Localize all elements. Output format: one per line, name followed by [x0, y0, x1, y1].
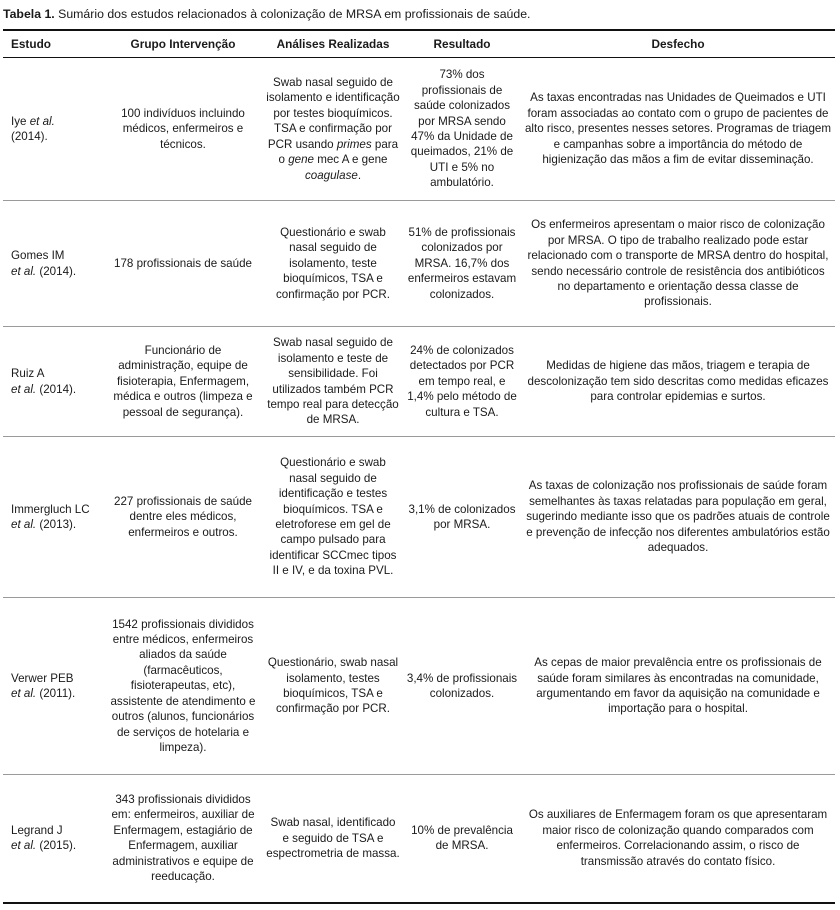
cell-analises: Questionário, swab nasal isolamento, testes bioquímicos, TSA e confirmação por PCR. [263, 598, 403, 775]
author-etal: et al. [11, 518, 37, 531]
table-row [3, 437, 835, 598]
cell-estudo [3, 201, 103, 327]
author-name: Legrand J [11, 823, 63, 837]
author-etal-line [11, 686, 100, 701]
table-header-row [3, 30, 835, 58]
analises-italic-primes: primes [336, 137, 372, 151]
table-row [3, 775, 835, 903]
cell-desfecho: As taxas de colonização nos profissionais de saúde foram semelhantes às taxas relatadas para população em geral, sugerindo mediante isso que os padrões atuais de controle e prevenção de infecção nos diferentes ambulatórios estão adequados. [521, 437, 835, 598]
table-caption-text: Sumário dos estudos relacionados à colonização de MRSA em profissionais de saúde. [54, 7, 531, 21]
author-name: Gomes IM [11, 249, 65, 263]
author-etal-line [11, 517, 100, 532]
study-year: (2014). [11, 130, 48, 143]
cell-estudo [3, 598, 103, 775]
cell-grupo: Funcionário de administração, equipe de fisioterapia, Enfermagem, médica e outros (limpeza e pessoal de segurança). [103, 327, 263, 437]
cell-estudo [3, 327, 103, 437]
cell-resultado: 73% dos profissionais de saúde colonizados por MRSA sendo 47% da Unidade de queimados, 21% de UTI e 5% no ambulatório. [403, 58, 521, 201]
author-etal-line [11, 382, 100, 397]
table-row [3, 201, 835, 327]
cell-desfecho: Os enfermeiros apresentam o maior risco de colonização por MRSA. O tipo de trabalho realizado pode estar relacionado com o transporte de MRSA dentro do hospital, sendo necessário controle de resistência dos antibióticos no departamento e orientação dessa classe de profissionais. [521, 201, 835, 327]
author-name: Ruiz A [11, 367, 45, 381]
cell-desfecho: As taxas encontradas nas Unidades de Queimados e UTI foram associadas ao contato com o grupo de pacientes de alto risco, presentes nesses setores. Programas de triagem e campanhas sobre a importância do método de higienização das mãos a fim de evitar disseminação. [521, 58, 835, 201]
cell-resultado: 24% de colonizados detectados por PCR em tempo real, e 1,4% pelo método de cultura e TSA. [403, 327, 521, 437]
header-resultado: Resultado [403, 30, 521, 58]
header-analises: Análises Realizadas [263, 30, 403, 58]
cell-analises: Questionário e swab nasal seguido de identificação e testes bioquímicos. TSA e eletroforese em gel de campo pulsado para identificar SCCmec tipos II e IV, e da toxina PVL. [263, 437, 403, 598]
cell-analises: Swab nasal seguido de isolamento e teste de sensibilidade. Foi utilizados também PCR tempo real para detecção de MRSA. [263, 327, 403, 437]
cell-analises [263, 58, 403, 201]
cell-desfecho: Os auxiliares de Enfermagem foram os que apresentaram maior risco de colonização quando comparados com enfermeiros. Correlacionando assim, o risco de transmissão através do contato físico. [521, 775, 835, 903]
study-year: (2014). [39, 264, 77, 278]
analises-text: mec A e gene [313, 153, 388, 167]
author-etal-line [11, 838, 100, 853]
author-etal-line [11, 264, 100, 279]
author-etal: et al. [11, 264, 37, 278]
table-row [3, 58, 835, 201]
header-estudo: Estudo [3, 30, 103, 58]
cell-estudo [3, 775, 103, 903]
cell-estudo [3, 437, 103, 598]
cell-desfecho: As cepas de maior prevalência entre os profissionais de saúde foram similares às encontradas na comunidade, argumentando em favor da aquisição na comunidade e importação para o hospital. [521, 598, 835, 775]
cell-grupo: 178 profissionais de saúde [103, 201, 263, 327]
cell-resultado: 10% de prevalência de MRSA. [403, 775, 521, 903]
author-etal: et al. [29, 114, 55, 128]
cell-resultado: 3,1% de colonizados por MRSA. [403, 437, 521, 598]
analises-text: . [357, 168, 362, 182]
table-caption [3, 0, 838, 22]
author-etal: et al. [11, 382, 37, 396]
cell-grupo: 343 profissionais divididos em: enfermeiros, auxiliar de Enfermagem, estagiário de Enfermagem, auxiliar administrativos e equipe de reeducação. [103, 775, 263, 903]
cell-resultado: 51% de profissionais colonizados por MRSA. 16,7% dos enfermeiros estavam colonizados. [403, 201, 521, 327]
cell-estudo [3, 58, 103, 201]
author-name: Iye [11, 114, 27, 128]
author-name: Immergluch LC [11, 502, 90, 516]
author-name: Verwer PEB [11, 671, 74, 685]
study-year: (2013). [39, 518, 77, 531]
cell-grupo: 227 profissionais de saúde dentre eles médicos, enfermeiros e outros. [103, 437, 263, 598]
cell-desfecho: Medidas de higiene das mãos, triagem e terapia de descolonização tem sido descritas como medidas eficazes para controlar epidemias e surtos. [521, 327, 835, 437]
analises-italic-coagulase: coagulase [304, 168, 358, 182]
study-year: (2011). [39, 687, 76, 700]
analises-text: Swab nasal seguido de isolamento e identificação por testes bioquímicos. TSA e confirmação por PCR usando [266, 76, 400, 151]
cell-analises: Swab nasal, identificado e seguido de TSA e espectrometria de massa. [263, 775, 403, 903]
analises-italic-gene: gene [288, 153, 314, 167]
table-row [3, 327, 835, 437]
table-row [3, 598, 835, 775]
study-year: (2014). [39, 382, 77, 396]
studies-table [3, 29, 835, 904]
cell-analises: Questionário e swab nasal seguido de isolamento, teste bioquímicos, TSA e confirmação por PCR. [263, 201, 403, 327]
cell-resultado: 3,4% de profissionais colonizados. [403, 598, 521, 775]
cell-grupo: 100 indivíduos incluindo médicos, enfermeiros e técnicos. [103, 58, 263, 201]
header-grupo: Grupo Intervenção [103, 30, 263, 58]
author-etal: et al. [11, 839, 37, 853]
study-year: (2015). [39, 839, 77, 853]
table-caption-label: Tabela 1. [3, 7, 55, 21]
cell-grupo: 1542 profissionais divididos entre médicos, enfermeiros aliados da saúde (farmacêuticos, fisioterapeutas, etc), assistente de atendimento e outros (alunos, funcionários de serviços de hotelaria e limpeza). [103, 598, 263, 775]
author-etal: et al. [11, 687, 37, 700]
header-desfecho: Desfecho [521, 30, 835, 58]
analises-text: para o [278, 137, 399, 167]
